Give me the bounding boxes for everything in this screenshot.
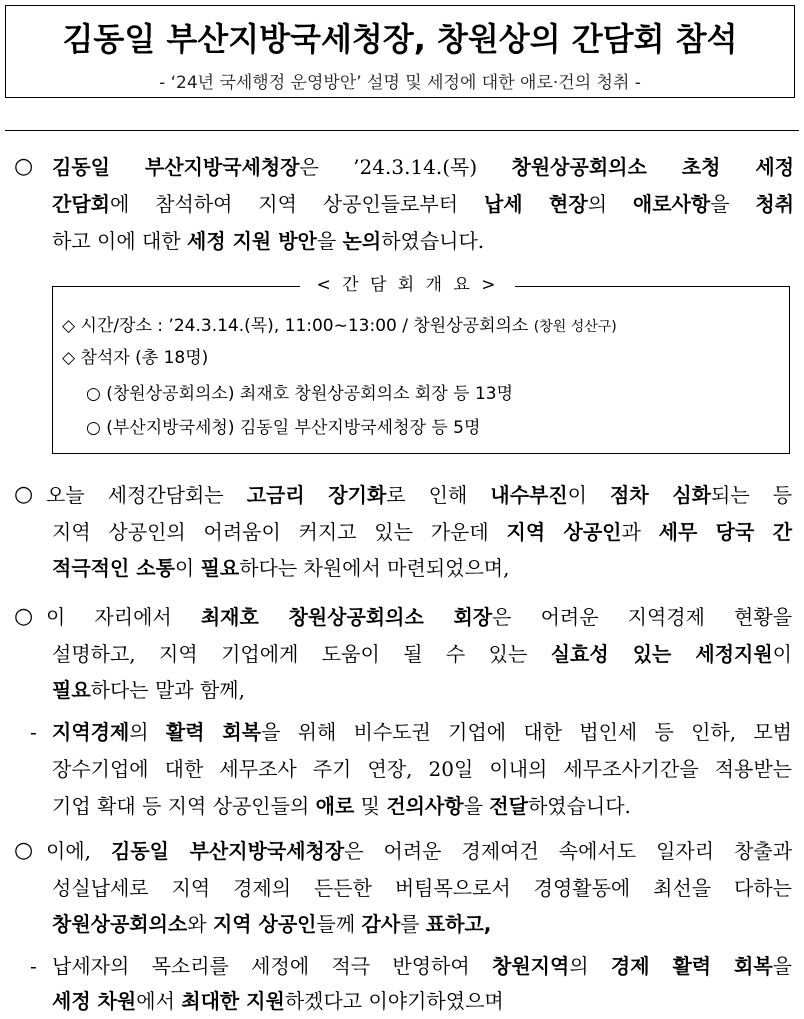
overview-title: < 간 담 회 개 요 > — [300, 272, 515, 298]
circle-bullet-icon: ○ — [14, 482, 34, 507]
para2-line3: 적극적인 소통이 필요하다는 차원에서 마련되었으며, — [52, 556, 510, 580]
divider — [5, 130, 799, 131]
circle-bullet-icon: ○ — [14, 838, 34, 863]
page-title: 김동일 부산지방국세청장, 창원상의 간담회 참석 — [62, 20, 738, 58]
sub3-line3: 기업 확대 등 지역 상공인들의 애로 및 건의사항을 전달하였습니다. — [52, 794, 631, 818]
circle-bullet-icon: ○ — [86, 418, 101, 438]
para4-line1: 이에, 김동일 부산지방국세청장은 어려운 경제여건 속에서도 일자리 창출과 — [46, 839, 793, 863]
overview-attendees: ◇ 참석자 (총 18명) — [62, 348, 209, 368]
page-subtitle: - ‘24년 국세행정 운영방안’ 설명 및 세정에 대한 애로·건의 청취 - — [159, 73, 641, 93]
diamond-icon: ◇ — [62, 316, 76, 336]
dash-bullet: - — [30, 720, 37, 744]
overview-time-place: ◇ 시간/장소 : ’24.3.14.(목), 11:00∼13:00 / 창원상공회의소 (창원 성산구) — [62, 316, 617, 336]
para3-line3: 필요하다는 말과 함께, — [52, 678, 245, 702]
circle-bullet-icon: ○ — [14, 154, 34, 179]
overview-attendee-1: ○ (창원상공회의소) 최재호 창원상공회의소 회장 등 13명 — [86, 384, 514, 404]
para1-line2: 간담회에 참석하여 지역 상공인들로부터 납세 현장의 애로사항을 청취 — [52, 192, 795, 216]
para3-line1: 이 자리에서 최재호 창원상공회의소 회장은 어려운 지역경제 현황을 — [46, 605, 793, 629]
para2-line1: 오늘 세정간담회는 고금리 장기화로 인해 내수부진이 점차 심화되는 등 — [46, 483, 793, 507]
para1-line3: 하고 이에 대한 세정 지원 방안을 논의하였습니다. — [52, 229, 485, 253]
dash-bullet: - — [30, 954, 37, 978]
para4-line2: 성실납세로 지역 경제의 든든한 버팀목으로서 경영활동에 최선을 다하는 — [52, 876, 792, 900]
sub3-line2: 장수기업에 대한 세무조사 주기 연장, 20일 이내의 세무조사기간을 적용받는 — [52, 757, 792, 781]
para3-line2: 설명하고, 지역 기업에게 도움이 될 수 있는 실효성 있는 세정지원이 — [52, 642, 792, 666]
circle-bullet-icon: ○ — [86, 384, 101, 404]
circle-bullet-icon: ○ — [14, 604, 34, 629]
sub3-line1: 지역경제의 활력 회복을 위해 비수도권 기업에 대한 법인세 등 인하, 모범 — [52, 720, 793, 744]
sub4-line1: 납세자의 목소리를 세정에 적극 반영하여 창원지역의 경제 활력 회복을 — [52, 954, 792, 978]
para2-line2: 지역 상공인의 어려움이 커지고 있는 가운데 지역 상공인과 세무 당국 간 — [52, 520, 793, 544]
title-box — [5, 5, 795, 98]
overview-attendee-2: ○ (부산지방국세청) 김동일 부산지방국세청장 등 5명 — [86, 418, 481, 438]
diamond-icon: ◇ — [62, 348, 76, 368]
para4-line3: 창원상공회의소와 지역 상공인들께 감사를 표하고, — [52, 912, 492, 936]
para1-line1: 김동일 부산지방국세청장은 ’24.3.14.(목) 창원상공회의소 초청 세정 — [52, 155, 795, 179]
sub4-line2: 세정 차원에서 최대한 지원하겠다고 이야기하였으며 — [52, 989, 504, 1013]
